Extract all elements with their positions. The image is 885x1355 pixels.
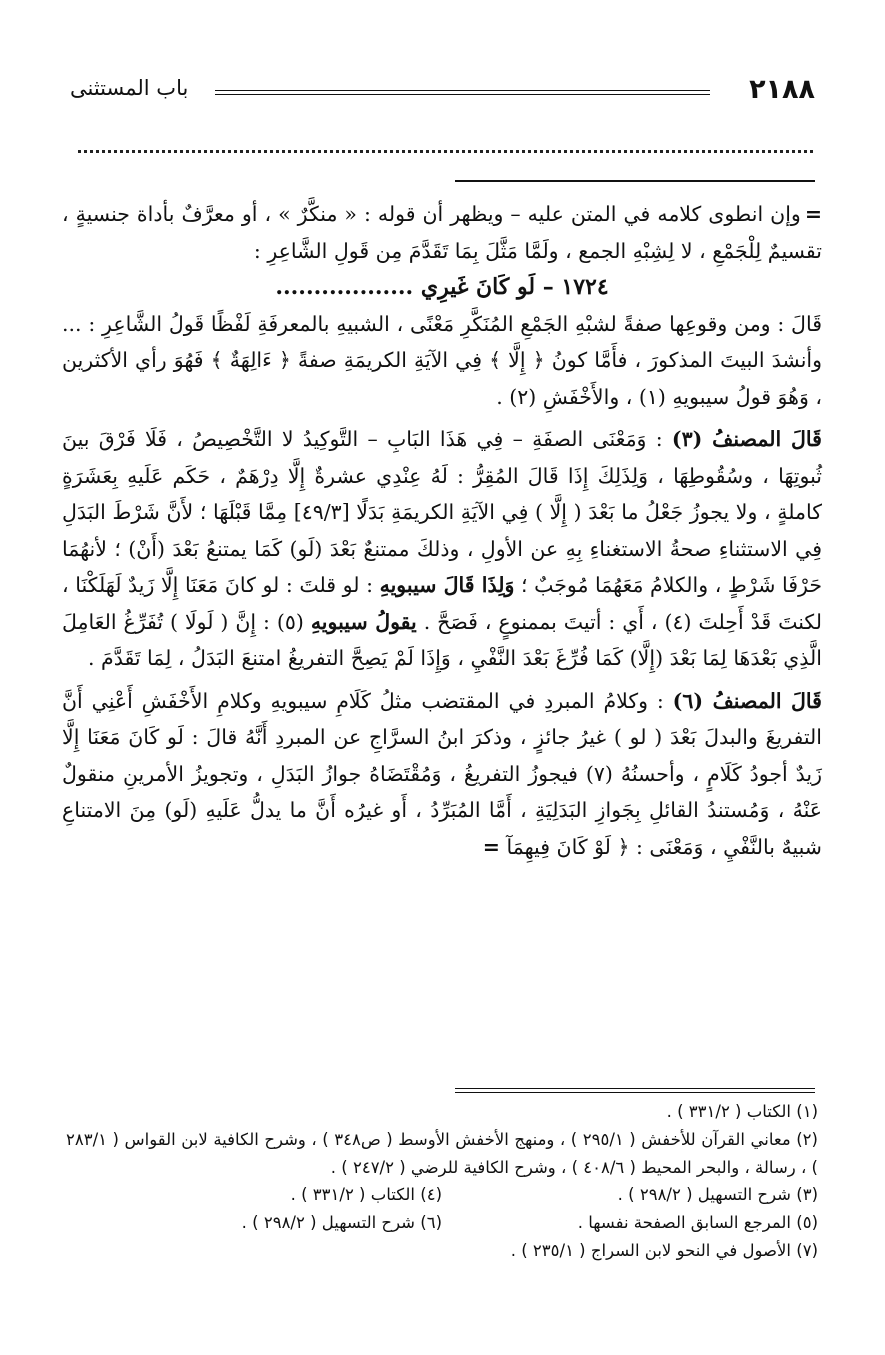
paragraph-4-text: : وكلامُ المبردِ في المقتضب مثلُ كَلَامِ سيبويهِ وكلامِ الأَخْفَشِ أَعْنِي أَنَّ التفريغَ والبدلَ بَعْدَ ( لو ) غيرُ جائزٍ ، وذكرَ ابنُ السرَّاجِ عن المبردِ أَنَّهُ قالَ : لَو كَانَ مَعَنَا إِلَّا زَيدٌ أجودُ كَلَامٍ ، وأحسنُهُ (٧) فيجوزُ التفريغُ ، وَمُقْتَضَاهُ جوازُ البَدَلِ ، وتجويزُ الأمرينِ منقولٌ عَنْهُ ، وَمُستندُ القائلِ بِجَوازِ البَدَلِيَةِ ، أَمَّا المُبَرِّدُ ، أَو غيرُه أَنَّ ما يدلُّ عَلَيهِ (لَو) مِنَ الامتناعِ شبيهٌ بالنَّفْيِ ، وَمَعْنَى : ﴿ لَوْ كَانَ فِيهِمَآ bbox=[62, 688, 822, 859]
footnote-4: (٤) الكتاب ( ٣٣١/٢ ) . bbox=[290, 1185, 442, 1205]
main-text bbox=[62, 196, 822, 865]
section-rule bbox=[455, 180, 815, 182]
speaker-label-2: قَالَ المصنفُ (٦) bbox=[672, 688, 822, 713]
footnotes bbox=[66, 1098, 818, 1265]
emphasis-phrase-2: يقولُ سيبويهِ bbox=[310, 609, 417, 634]
footnote-2: (٢) معاني القرآن للأخفش ( ٢٩٥/١ ) ، ومنهج الأخفش الأوسط ( ص٣٤٨ ) ، وشرح الكافية لابن القواس ( ٢٨٣/١ ) ، رسالة ، والبحر المحيط ( ٤٠٨/٦ ) ، وشرح الكافية للرضي ( ٢٤٧/٢ ) . bbox=[66, 1129, 818, 1177]
footnote-7: (٧) الأصول في النحو لابن السراج ( ٢٣٥/١ ) . bbox=[510, 1240, 818, 1260]
verse-citation: ١٧٢٤ – لَو كَانَ غَيرِي .................. bbox=[275, 274, 609, 300]
paragraph-3-text-2: : لو قلتَ : لو كانَ مَعَنَا إِلَّا زَيدٌ لَهَلَكْنَا ، لكنتَ قَدْ أَحِلتَ (٤) ، أَي : أتيتَ بممنوعٍ ، فَصَحَّ . bbox=[62, 573, 822, 634]
emphasis-phrase: وَلِذَا قَالَ سيبويهِ bbox=[379, 573, 515, 597]
speaker-label: قَالَ المصنفُ (٣) bbox=[671, 427, 822, 451]
paragraph-4 bbox=[62, 683, 822, 866]
header-rule bbox=[215, 90, 710, 95]
paragraph-1 bbox=[62, 196, 822, 269]
footnote-row bbox=[66, 1209, 818, 1237]
paragraph-3 bbox=[62, 421, 822, 677]
continuation-mark-end: = bbox=[482, 834, 500, 859]
footnote-3: (٣) شرح التسهيل ( ٢٩٨/٢ ) . bbox=[617, 1185, 818, 1205]
footnote-row bbox=[66, 1181, 818, 1209]
paragraph-3-text: : وَمَعْنَى الصفَةِ – فِي هَذَا البَابِ – التَّوكِيدُ لا التَّخْصِيصُ ، فَلَا فَرْقَ بينَ ثُبوتِهَا ، وسُقُوطِهَا ، وَلِذَلِكَ إِذَا قَالَ المُقِرُّ : لَهُ عِنْدِي عشرةٌ إِلَّا دِرْهَمٌ ، حَكَم عَلَيهِ بِعَشَرَةٍ كاملةٍ ، ولا يجوزُ جَعْلُ ما بَعْدَ ( إِلَّا ) فِي الآيَةِ الكريمَةِ بَدَلًا [٤٩/٣] مِمَّا قَبْلَهَا ؛ لأَنَّ شَرْطَ البَدَلِ فِي الاستثناءِ صحةُ الاستغناءِ بِهِ عن الأولِ ، وذلكَ ممتنعٌ بَعْدَ (لَو) كَمَا يمتنعُ بَعْدَ (أَنْ) ؛ لأنهُمَا حَرْفَا شَرْطٍ ، والكلامُ مَعَهُمَا مُوجَبٌ ؛ bbox=[62, 427, 822, 597]
paragraph-1-text: وإن انطوى كلامه في المتن عليه – ويظهر أن قوله : « منكَّرٌ » ، أو معرَّفٌ بأداة جنسيةٍ ، تقسيمٌ لِلْجَمْعِ ، لا لِشِبْهِ الجمع ، ولَمَّا مَثَّلَ بِمَا تَقَدَّمَ مِن قَولِ الشَّاعِرِ : bbox=[62, 202, 822, 263]
paragraph-2: قَالَ : ومن وقوعِها صفةً لشبْهِ الجَمْعِ المُنَكَّرِ مَعْنًى ، الشبيهِ بالمعرفَةِ لَفْظًا قَولُ الشَّاعِرِ : ... وأنشدَ البيتَ المذكورَ ، فأَمَّا كونُ ﴿ إِلَّا ﴾ فِي الآيَةِ الكريمَةِ صفةً ﴿ ءَالِهَةٌ ﴾ فَهُوَ رأي الأكثرين ، وَهُوَ قولُ سيبويهِ (١) ، والأَخْفَشِ (٢) . bbox=[62, 311, 822, 409]
dotted-separator bbox=[78, 150, 813, 153]
footnote-6: (٦) شرح التسهيل ( ٢٩٨/٢ ) . bbox=[241, 1213, 442, 1233]
page-number: ٢١٨٨ bbox=[749, 74, 815, 105]
footnote-rule bbox=[455, 1088, 815, 1096]
chapter-title: باب المستثنى bbox=[70, 76, 189, 100]
footnote-1: (١) الكتاب ( ٣٣١/٢ ) . bbox=[666, 1102, 818, 1121]
paragraph-3-text-3: (٥) : إِنَّ ( لَولَا ) تُفَرِّغُ العَامِلَ الَّذِي بَعْدَهَا لِمَا بَعْدَ (إِلَّا) كَمَا فُرِّغَ بَعْدَ النَّفْيِ ، وَإِذَا لَمْ يَصِحَّ التفريغُ امتنعَ البَدَلُ ، لِمَا تَقَدَّمَ . bbox=[62, 609, 822, 670]
footnote-5: (٥) المرجع السابق الصفحة نفسها . bbox=[577, 1213, 818, 1233]
page-header bbox=[70, 70, 815, 110]
continuation-mark-start: = bbox=[804, 202, 822, 226]
